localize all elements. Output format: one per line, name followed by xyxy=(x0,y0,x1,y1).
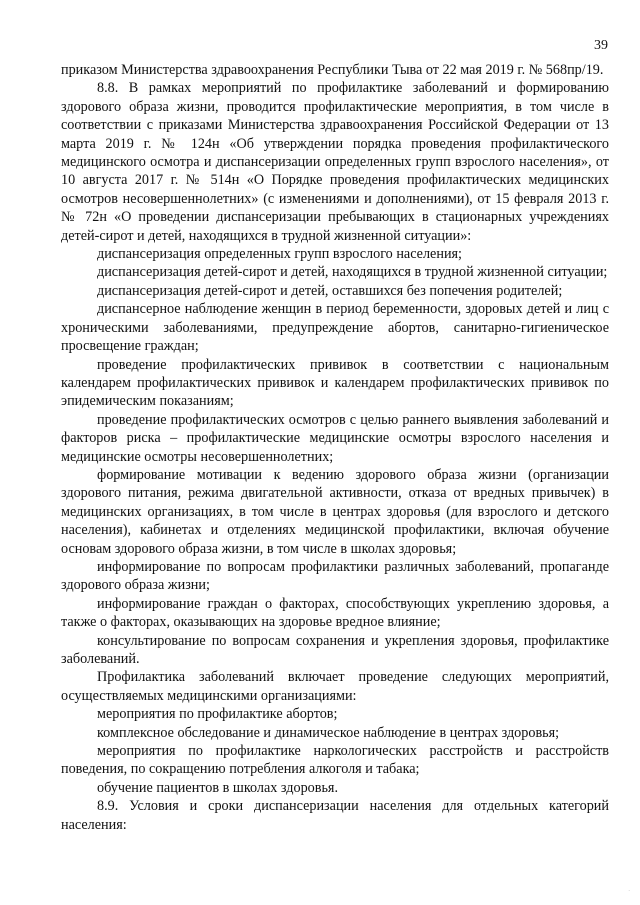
paragraph-prevention-includes: Профилактика заболеваний включает проведение следующих мероприятий, осуществляемых медицинскими организациями: xyxy=(61,669,609,704)
list-item-preventive-exams: проведение профилактических осмотров с целью раннего выявления заболеваний и факторов риска – профилактические медицинские осмотры взрослого населения и медицинские осмотры несовершеннолетних; xyxy=(61,411,609,465)
list-item-health-school-training: обучение пациентов в школах здоровья. xyxy=(97,779,338,796)
page-number: 39 xyxy=(594,38,608,53)
list-item-adult-dispensary: диспансеризация определенных групп взрослого населения; xyxy=(97,246,463,263)
paragraph-section-8-9: 8.9. Условия и сроки диспансеризации населения для отдельных категорий населения: xyxy=(61,798,609,833)
list-item-health-consulting: консультирование по вопросам сохранения и укрепления здоровья, профилактике заболеваний. xyxy=(61,632,609,667)
list-item-addiction-prevention: мероприятия по профилактике наркологических расстройств и расстройств поведения, по сокращению потребления алкоголя и табака; xyxy=(61,743,609,778)
list-item-orphans-without-care: диспансеризация детей-сирот и детей, оставшихся без попечения родителей; xyxy=(97,282,563,299)
list-item-health-center-monitoring: комплексное обследование и динамическое наблюдение в центрах здоровья; xyxy=(97,724,560,741)
list-item-pregnancy-monitoring: диспансерное наблюдение женщин в период беременности, здоровых детей и лиц с хроническими заболеваниями, предупреждение абортов, санитарно-гигиеническое просвещение граждан; xyxy=(61,301,609,355)
document-body xyxy=(61,61,609,834)
paragraph-section-8-8: 8.8. В рамках мероприятий по профилактике заболеваний и формированию здорового образа жизни, проводится профилактические мероприятия, в том числе в соответствии с приказами Министерства здравоохранения Российской Федерации от 13 марта 2019 г. № 124н «Об утверждении порядка проведения профилактического медицинского осмотра и диспансеризации определенных групп взрослого населения», от 10 августа 2017 г. № 514н «О Порядке проведения профилактических медицинских осмотров несовершеннолетних» (с изменениями и дополнениями), от 15 февраля 2013 г. № 72н «О проведении диспансеризации пребывающих в стационарных учреждениях детей-сирот и детей, находящихся в трудной жизненной ситуации»: xyxy=(61,80,609,244)
list-item-health-factors-info: информирование граждан о факторах, способствующих укреплению здоровья, а также о факторах, оказывающих на здоровье вредное влияние; xyxy=(61,595,609,631)
list-item-abortion-prevention: мероприятия по профилактике абортов; xyxy=(97,706,338,723)
scan-edge-mark: · xyxy=(628,887,631,895)
list-item-orphans-difficult-situation: диспансеризация детей-сирот и детей, находящихся в трудной жизненной ситуации; xyxy=(97,264,608,281)
list-item-vaccinations: проведение профилактических прививок в соответствии с национальным календарем профилактических прививок и календарем профилактических прививок по эпидемическим показаниям; xyxy=(61,356,609,410)
paragraph-order-continuation: приказом Министерства здравоохранения Республики Тыва от 22 мая 2019 г. № 568пр/19. xyxy=(61,62,604,78)
list-item-disease-prevention-info: информирование по вопросам профилактики различных заболеваний, пропаганде здорового образа жизни; xyxy=(61,558,609,594)
list-item-healthy-lifestyle-motivation: формирование мотивации к ведению здорового образа жизни (организации здорового питания, режима двигательной активности, отказа от вредных привычек) в медицинских организациях, в том числе в центрах здоровья (для взрослого и детского населения), кабинетах и отделениях медицинской профилактики, включая обучение основам здорового образа жизни, в том числе в школах здоровья; xyxy=(61,466,609,557)
